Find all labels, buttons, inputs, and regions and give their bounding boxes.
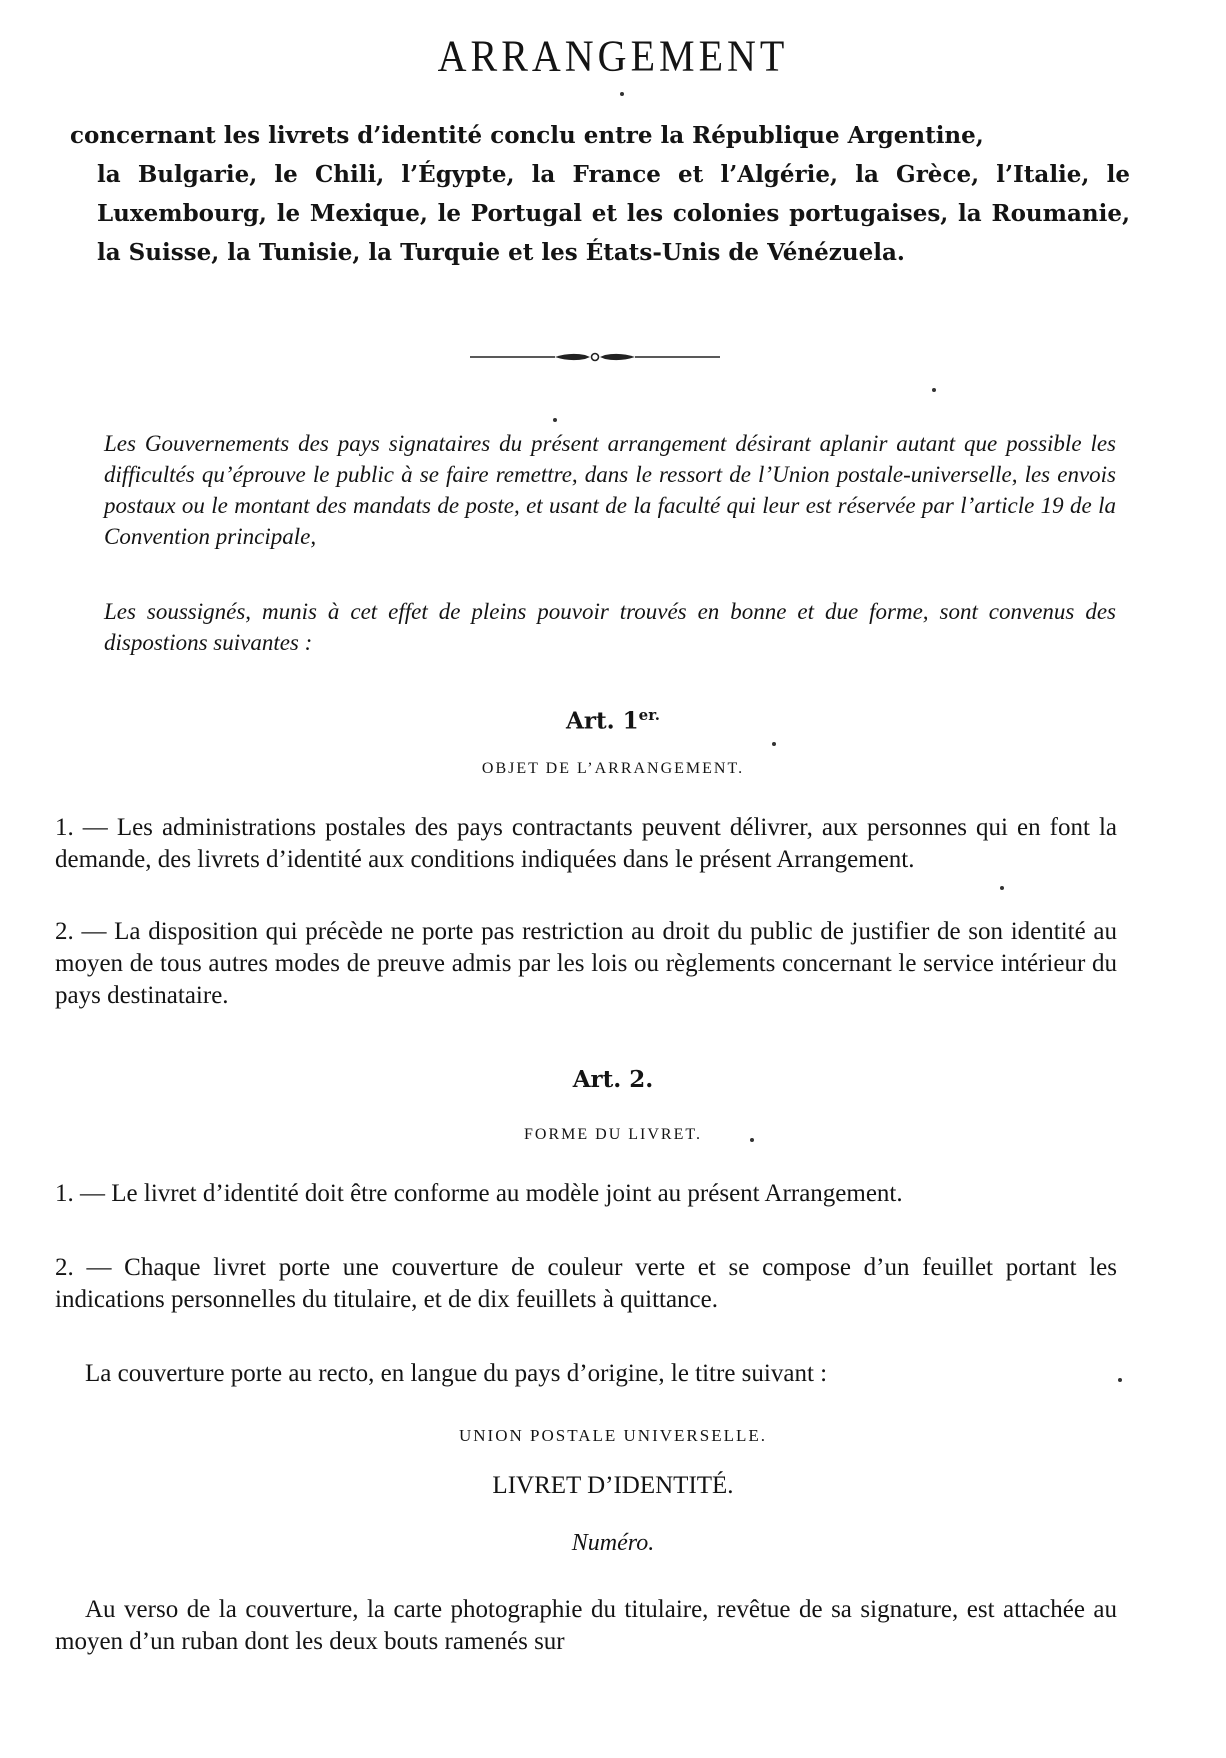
cover-line-numero: Numéro. (571, 1530, 655, 1556)
article-2-paragraph-3: La couverture porte au recto, en langue du pays d’origine, le titre suivant : (85, 1360, 828, 1387)
article-2-paragraph-4: Au verso de la couverture, la carte photographie du titulaire, revêtue de sa signature, est attachée au moyen d’un ruban dont les deux bouts ramenés sur (55, 1596, 1117, 1655)
print-speck (620, 92, 624, 96)
print-speck (1118, 1378, 1122, 1382)
article-2-heading: Art. 2. (572, 1066, 654, 1093)
print-speck (772, 742, 776, 746)
article-1-paragraph-1: 1. — Les administrations postales des pays contractants peuvent délivrer, aux personnes qui en font la demande, des livrets d’identité aux conditions indiquées dans le présent Arrangement. (55, 814, 1117, 873)
article-1-heading (0, 706, 1226, 735)
article-2-paragraph-1: 1. — Le livret d’identité doit être conforme au modèle joint au présent Arrangement. (55, 1180, 903, 1207)
cover-line-union: UNION POSTALE UNIVERSELLE. (459, 1426, 767, 1445)
print-speck (553, 418, 557, 422)
article-1-heading-sup: er. (638, 706, 660, 724)
article-2-subtitle: FORME DU LIVRET. (524, 1126, 702, 1143)
article-1-subtitle: OBJET DE L’ARRANGEMENT. (481, 760, 745, 777)
ornament-divider (470, 350, 720, 364)
print-speck (750, 1138, 754, 1142)
document-title: ARRANGEMENT (437, 30, 789, 81)
article-1-heading-text: Art. 1 (566, 707, 639, 735)
print-speck (932, 388, 936, 392)
article-1-paragraph-2: 2. — La disposition qui précède ne porte pas restriction au droit du public de justifier de son identité au moyen de tous autres modes de preuve admis par les lois ou règlements concernant le service intérieur du pays destinataire. (55, 918, 1117, 1009)
subtitle-rest: la Bulgarie, le Chili, l’Égypte, la France et l’Algérie, la Grèce, l’Italie, le Luxembourg, le Mexique, le Portugal et les colonies portugaises, la Roumanie, la Suisse, la Tunisie, la Turquie et les États-Unis de Vénézuela. (97, 161, 1130, 266)
cover-line-livret: LIVRET D’IDENTITÉ. (492, 1472, 734, 1499)
preamble-paragraph-2: Les soussignés, munis à cet effet de pleins pouvoir trouvés en bonne et due forme, sont convenus des dispostions suivantes : (104, 599, 1116, 655)
article-2-paragraph-2: 2. — Chaque livret porte une couverture de couleur verte et se compose d’un feuillet portant les indications personnelles du titulaire, et de dix feuillets à quittance. (55, 1254, 1117, 1313)
print-speck (1000, 886, 1004, 890)
document-subtitle (70, 116, 1130, 272)
preamble-paragraph-1: Les Gouvernements des pays signataires du présent arrangement désirant aplanir autant que possible les difficultés qu’éprouve le public à se faire remettre, dans le ressort de l’Union postale-universelle, les envois postaux ou le montant des mandats de poste, et usant de la faculté qui leur est réservée par l’article 19 de la Convention principale, (104, 431, 1116, 549)
subtitle-line-1: concernant les livrets d’identité conclu entre la République Argentine, (70, 122, 984, 149)
